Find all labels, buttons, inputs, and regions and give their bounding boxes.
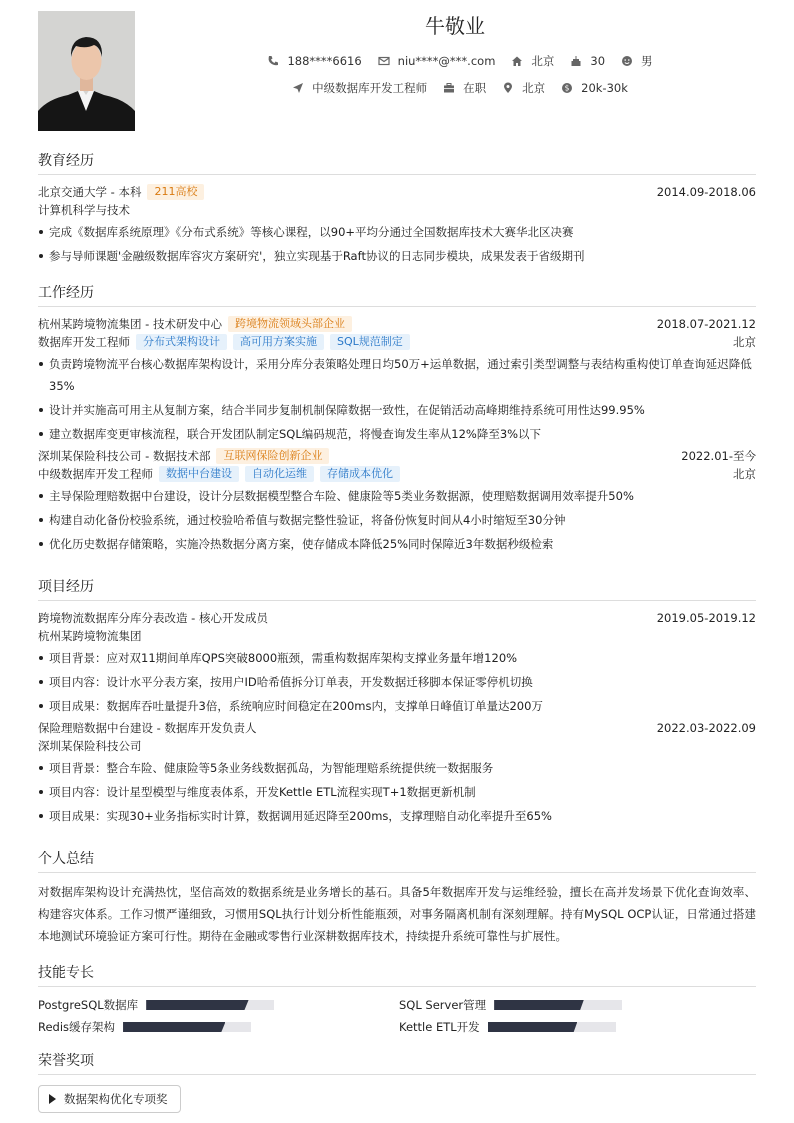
company-tag: 跨境物流领域头部企业 — [228, 316, 352, 332]
age-text: 30 — [590, 54, 606, 68]
list-item: 完成《数据库系统原理》《分布式系统》等核心课程，以90+平均分通过全国数据库技术大赛华北区决赛 — [38, 221, 756, 243]
award-item[interactable] — [38, 1085, 181, 1113]
company-tag: 互联网保险创新企业 — [216, 448, 329, 464]
list-item: 设计并实施高可用主从复制方案，结合半同步复制机制保障数据一致性，在促销活动高峰期维持系统可用性达99.95% — [38, 399, 756, 421]
svg-text:$: $ — [564, 83, 570, 93]
work-section — [38, 282, 756, 557]
project-period: 2019.05-2019.12 — [656, 611, 756, 625]
skill-item — [399, 997, 756, 1013]
list-item: 建立数据库变更审核流程，联合开发团队制定SQL编码规范，将慢查询发生率从12%降至3%以下 — [38, 423, 756, 445]
skill-tag: SQL规范制定 — [330, 334, 410, 350]
list-item: 项目成果：实现30+业务指标实时计算，数据调用延迟降至200ms，支撑理赔自动化率提升至65% — [38, 805, 756, 827]
status-text: 在职 — [463, 81, 487, 95]
job-city: 北京 — [733, 467, 756, 481]
skill-bar-fill — [494, 1000, 584, 1010]
company-name: 深圳某保险科技公司 - 数据技术部 — [38, 449, 211, 463]
city-text: 北京 — [531, 54, 555, 68]
project-name: 跨境物流数据库分库分表改造 - 核心开发成员 — [38, 611, 268, 625]
position-text: 中级数据库开发工程师 — [312, 81, 428, 95]
mail-icon — [378, 55, 390, 67]
section-title: 荣誉奖项 — [38, 1050, 756, 1075]
triangle-right-icon — [49, 1094, 56, 1104]
section-title: 个人总结 — [38, 848, 756, 873]
job-city: 北京 — [733, 335, 756, 349]
job-intent-row — [190, 80, 730, 96]
gender-icon — [621, 55, 633, 67]
project-name: 保险理赔数据中台建设 - 数据库开发负责人 — [38, 721, 257, 735]
briefcase-icon — [443, 82, 455, 94]
section-title: 教育经历 — [38, 150, 756, 175]
job-role: 中级数据库开发工程师 — [38, 467, 153, 481]
skill-name: Kettle ETL开发 — [399, 1020, 480, 1034]
awards-section — [38, 1050, 756, 1113]
list-item: 项目成果：数据库吞吐量提升3倍，系统响应时间稳定在200ms内，支撑单日峰值订单量达200万 — [38, 695, 756, 717]
company-name: 杭州某跨境物流集团 - 技术研发中心 — [38, 317, 222, 331]
skill-tag: 高可用方案实施 — [233, 334, 324, 350]
list-item: 项目内容：设计星型模型与维度表体系，开发Kettle ETL流程实现T+1数据更新机制 — [38, 781, 756, 803]
skill-tag: 分布式架构设计 — [136, 334, 227, 350]
job-period: 2018.07-2021.12 — [656, 317, 756, 331]
candidate-name: 牛敬业 — [425, 14, 485, 38]
age-icon — [570, 55, 582, 67]
skill-tag: 自动化运维 — [245, 466, 314, 482]
skill-tag: 数据中台建设 — [159, 466, 239, 482]
location-icon — [502, 82, 514, 94]
home-icon — [511, 55, 523, 67]
list-item: 主导保险理赔数据中台建设，设计分层数据模型整合车险、健康险等5类业务数据源，使理赔数据调用效率提升50% — [38, 485, 756, 507]
salary-text: 20k-30k — [581, 81, 628, 95]
section-title: 工作经历 — [38, 282, 756, 307]
award-name: 数据架构优化专项奖 — [64, 1092, 168, 1106]
phone-text: 188****6616 — [287, 54, 362, 68]
skill-name: Redis缓存架构 — [38, 1020, 116, 1034]
list-item: 负责跨境物流平台核心数据库架构设计，采用分库分表策略处理日均50万+运单数据，通过索引类型调整与表结构重构使订单查询延迟降低35% — [38, 353, 756, 397]
school-tag: 211高校 — [147, 184, 204, 200]
send-icon — [292, 82, 304, 94]
skill-item — [399, 1019, 756, 1035]
gender-text: 男 — [641, 54, 653, 68]
summary-text: 对数据库架构设计充满热忱，坚信高效的数据系统是业务增长的基石。具备5年数据库开发与运维经验，擅长在高并发场景下优化查询效率、构建容灾体系。工作习惯严谨细致，习惯用SQL执行计划分析性能瓶颈，对事务隔离机制有深刻理解。持有MySQL OCP认证，日常通过搭建本地测试环境验证方案可行性。期待在金融或零售行业深耕数据库技术，持续提升系统可靠性与扩展性。 — [38, 885, 756, 943]
list-item: 项目内容：设计水平分表方案，按用户ID哈希值拆分订单表，开发数据迁移脚本保证零停机切换 — [38, 671, 756, 693]
skill-bar-fill — [146, 1000, 248, 1010]
email-text: niu****@***.com — [397, 54, 496, 68]
summary-section — [38, 848, 756, 947]
project-period: 2022.03-2022.09 — [656, 721, 756, 735]
skills-section — [38, 962, 756, 1035]
section-title: 技能专长 — [38, 962, 756, 987]
skill-item — [38, 997, 399, 1013]
skill-tag: 存储成本优化 — [320, 466, 400, 482]
list-item: 项目背景：整合车险、健康险等5条业务线数据孤岛，为智能理赔系统提供统一数据服务 — [38, 757, 756, 779]
project-org: 杭州某跨境物流集团 — [38, 629, 142, 643]
list-item: 参与导师课题'金融级数据库容灾方案研究'，独立实现基于Raft协议的日志同步模块，成果发表于省级期刊 — [38, 245, 756, 267]
section-title: 项目经历 — [38, 576, 756, 601]
skill-item — [38, 1019, 399, 1035]
job-period: 2022.01-至今 — [681, 449, 756, 463]
skill-bar — [123, 1022, 251, 1032]
skill-bar — [488, 1022, 616, 1032]
skill-bar — [494, 1000, 622, 1010]
education-period: 2014.09-2018.06 — [656, 185, 756, 199]
contact-row — [190, 53, 730, 69]
phone-icon — [267, 55, 279, 67]
major: 计算机科学与技术 — [38, 203, 130, 217]
project-org: 深圳某保险科技公司 — [38, 739, 142, 753]
skill-name: SQL Server管理 — [399, 998, 487, 1012]
expected-city-text: 北京 — [522, 81, 546, 95]
job-role: 数据库开发工程师 — [38, 335, 130, 349]
school-name: 北京交通大学 - 本科 — [38, 185, 142, 199]
list-item: 构建自动化备份校验系统，通过校验哈希值与数据完整性验证，将备份恢复时间从4小时缩短至30分钟 — [38, 509, 756, 531]
list-item: 项目背景：应对双11期间单库QPS突破8000瓶颈，需重构数据库架构支撑业务量年增120% — [38, 647, 756, 669]
skill-bar — [146, 1000, 274, 1010]
projects-section — [38, 576, 756, 829]
salary-icon — [561, 82, 573, 94]
education-section — [38, 150, 756, 269]
skill-bar-fill — [488, 1022, 578, 1032]
list-item: 优化历史数据存储策略，实施冷热数据分离方案，使存储成本降低25%同时保障近3年数据秒级检索 — [38, 533, 756, 555]
skill-bar-fill — [123, 1022, 225, 1032]
skill-name: PostgreSQL数据库 — [38, 998, 139, 1012]
